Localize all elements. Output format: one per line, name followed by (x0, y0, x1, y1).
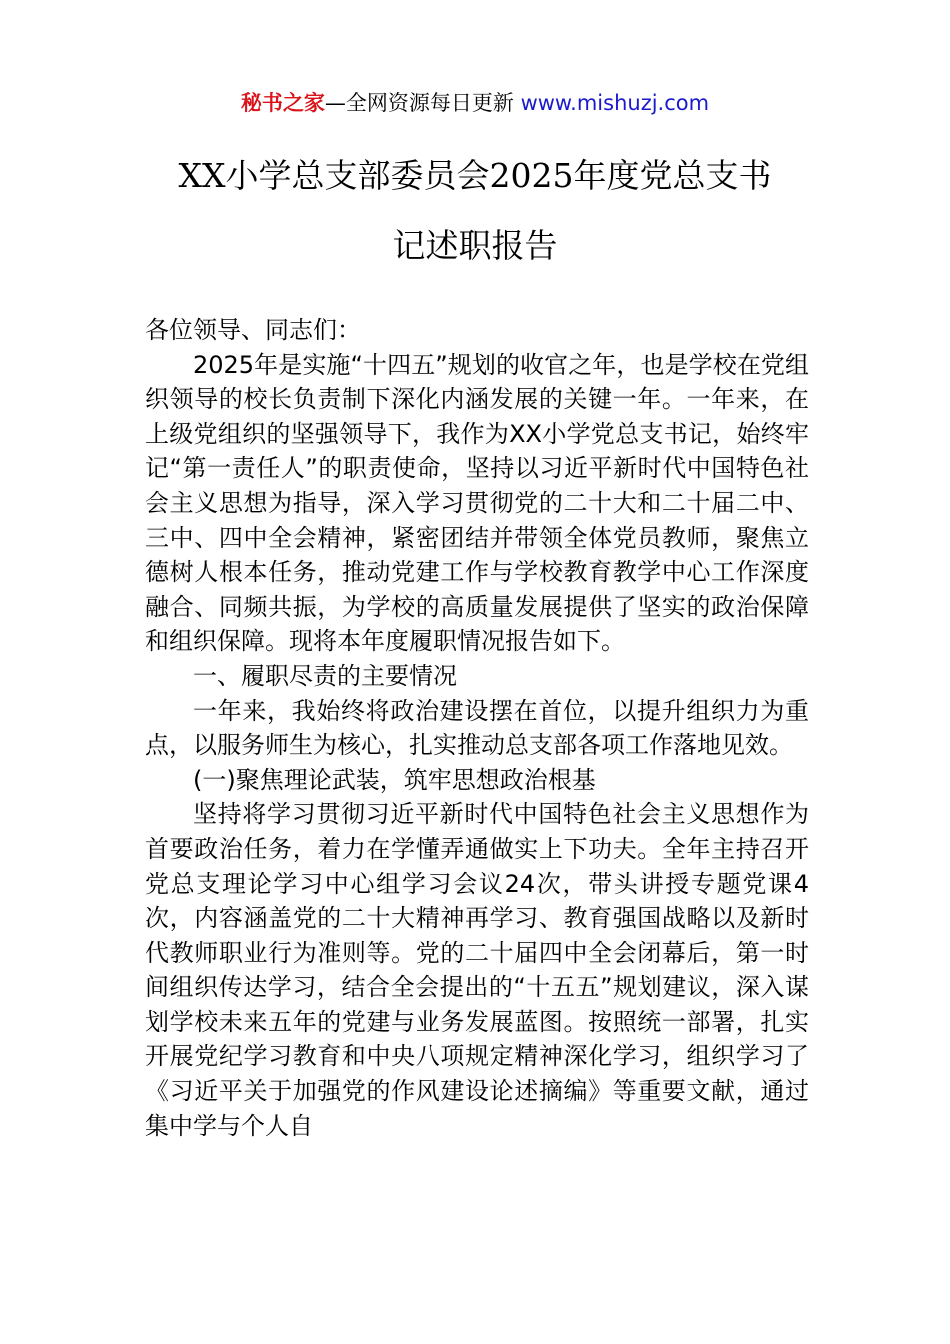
site-header (0, 88, 950, 118)
document-title-line-2: 记述职报告 (392, 226, 558, 265)
subsection-heading: (一)聚焦理论武装，筑牢思想政治根基 (193, 765, 596, 794)
site-url-link[interactable]: www.mishuzj.com (520, 91, 710, 115)
brand-name: 秘书之家 (240, 91, 325, 115)
section-intro-paragraph: 一年来，我始终将政治建设摆在首位，以提升组织力为重点，以服务师生为核心，扎实推动总支部各项工作落地见效。 (145, 696, 809, 760)
header-dash: — (324, 91, 346, 115)
header-slogan: 全网资源每日更新 (345, 91, 514, 115)
subsection-paragraph: 坚持将学习贯彻习近平新时代中国特色社会主义思想作为首要政治任务，着力在学懂弄通做实上下功夫。全年主持召开党总支理论学习中心组学习会议24次，带头讲授专题党课4次，内容涵盖党的二十大精神再学习、教育强国战略以及新时代教师职业行为准则等。党的二十届四中全会闭幕后，第一时间组织传达学习，结合全会提出的“十五五”规划建议，深入谋划学校未来五年的党建与业务发展蓝图。按照统一部署，扎实开展党纪学习教育和中央八项规定精神深化学习，组织学习了《习近平关于加强党的作风建设论述摘编》等重要文献，通过集中学与个人自 (145, 800, 809, 1140)
intro-paragraph: 2025年是实施“十四五”规划的收官之年，也是学校在党组织领导的校长负责制下深化内涵发展的关键一年。一年来，在上级党组织的坚强领导下，我作为XX小学党总支书记，始终牢记“第一责任人”的职责使命，坚持以习近平新时代中国特色社会主义思想为指导，深入学习贯彻党的二十大和二十届二中、三中、四中全会精神，紧密团结并带领全体党员教师，聚焦立德树人根本任务，推动党建工作与学校教育教学中心工作深度融合、同频共振，为学校的高质量发展提供了坚实的政治保障和组织保障。现将本年度履职情况报告如下。 (145, 350, 809, 656)
section-heading: 一、履职尽责的主要情况 (193, 661, 457, 690)
salutation: 各位领导、同志们： (145, 316, 361, 344)
document-body (145, 313, 809, 1143)
document-title-line-1: XX小学总支部委员会2025年度党总支书 (178, 156, 772, 195)
